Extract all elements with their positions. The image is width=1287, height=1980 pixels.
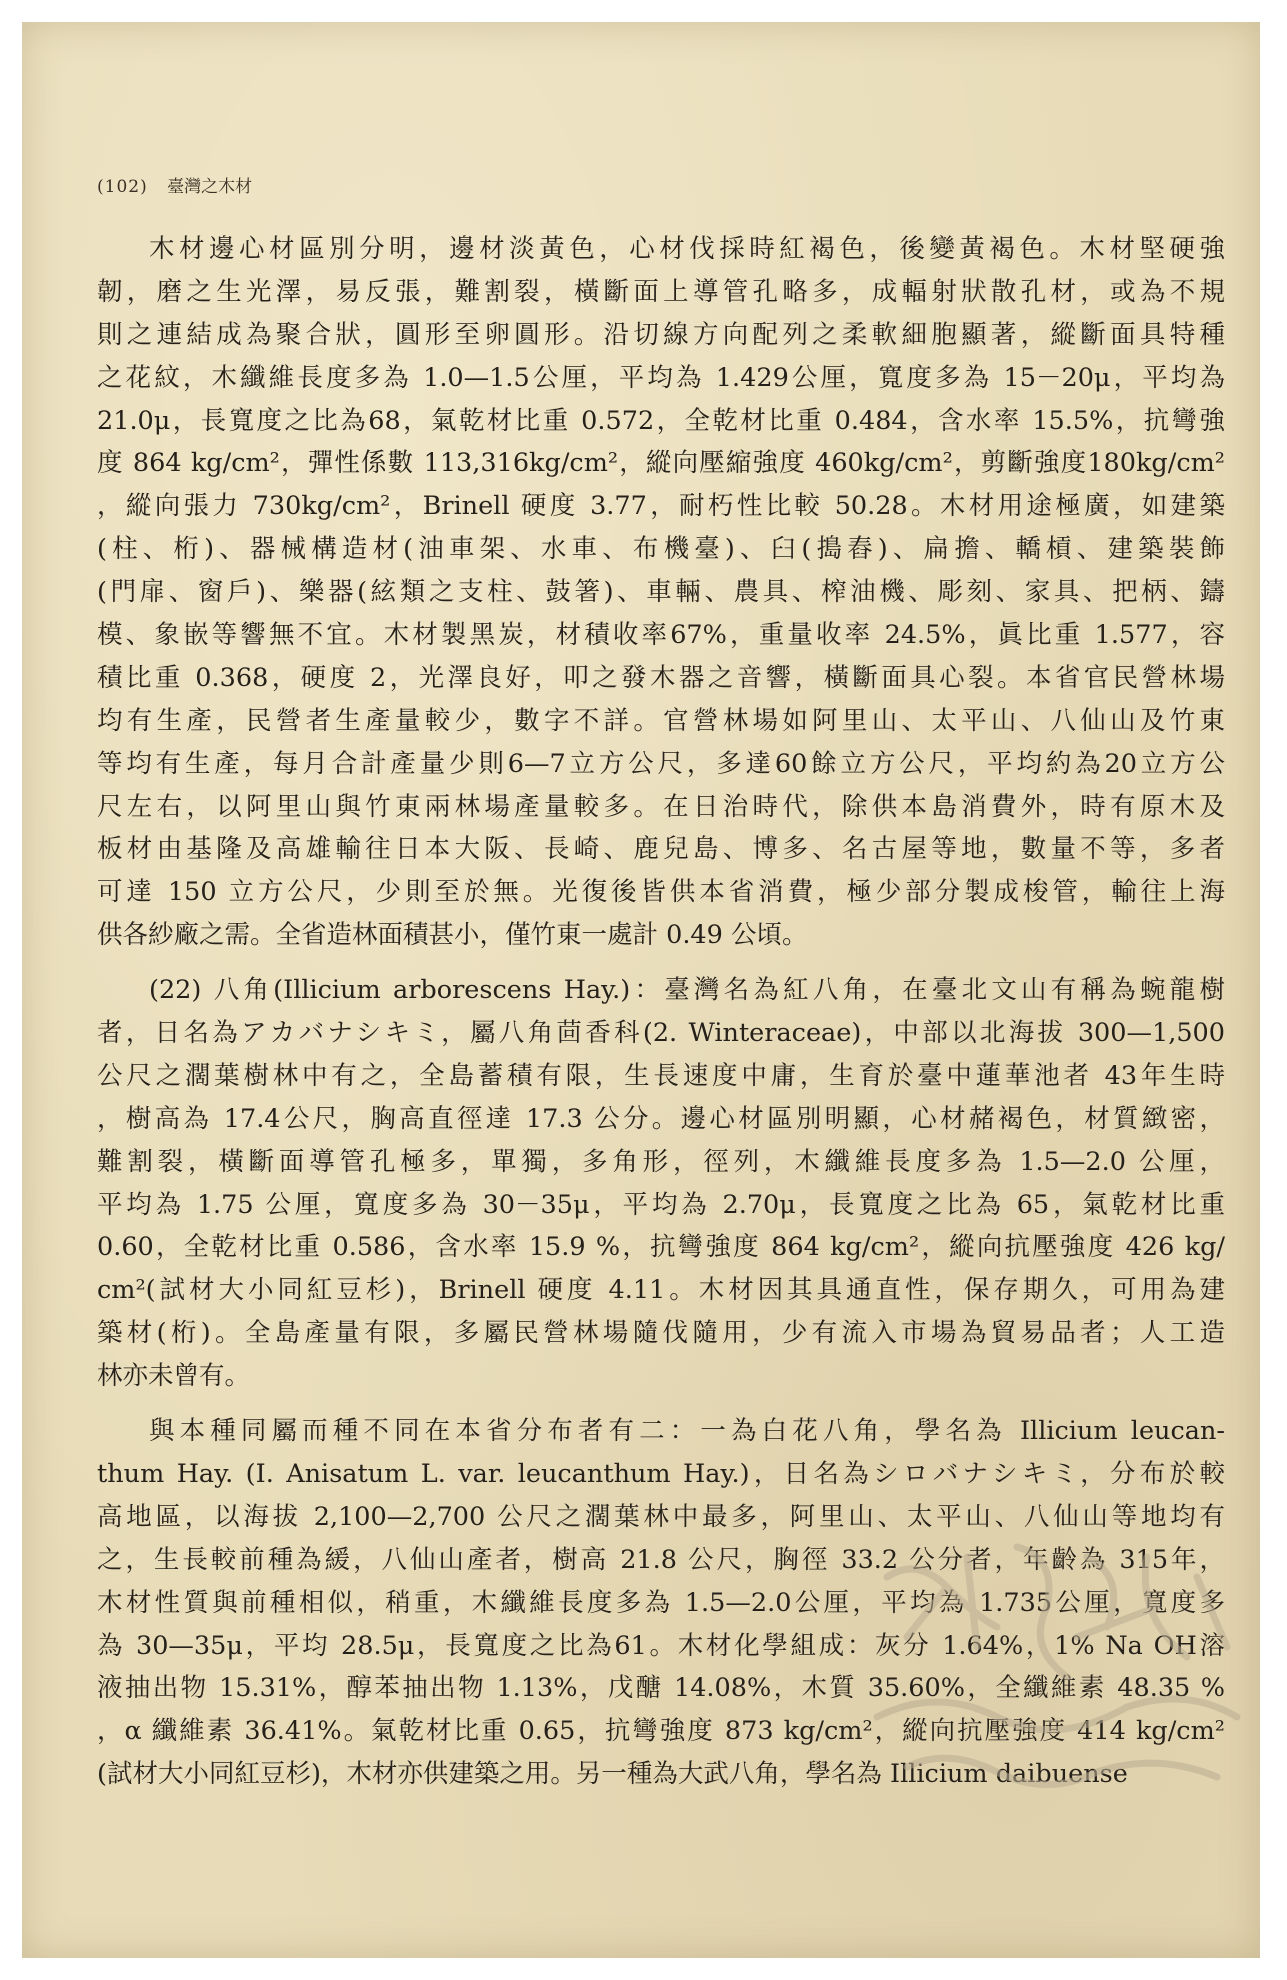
text-line: 可達 150 立方公尺，少則至於無。光復後皆供本省消費，極少部分製成梭管，輸往上海: [97, 877, 1225, 908]
text-line: ，α 纖維素 36.41%。氣乾材比重 0.65，抗彎強度 873 kg/cm²，縱向抗壓強度 414 kg/cm²: [97, 1716, 1225, 1747]
text-line: 均有生產，民營者生產量較少，數字不詳。官營林場如阿里山、太平山、八仙山及竹東: [97, 705, 1225, 736]
page-number: (102): [97, 177, 148, 197]
text-line: 公尺之濶葉樹林中有之，全島蓄積有限，生長速度中庸，生育於臺中蓮華池者 43年生時: [97, 1060, 1225, 1091]
text-line: 模、象嵌等響無不宜。木材製黑炭，材積收率67%，重量收率 24.5%，眞比重 1.577，容: [97, 620, 1225, 651]
running-title: 臺灣之木材: [167, 177, 253, 197]
text-line: 之花紋，木纖維長度多為 1.0—1.5公厘，平均為 1.429公厘，寬度多為 15－20μ，平均為: [97, 362, 1225, 393]
text-line: 木材性質與前種相似，稍重，木纖維長度多為 1.5—2.0公厘，平均為 1.735公厘，寬度多: [97, 1587, 1225, 1618]
scanned-page: [22, 22, 1260, 1958]
paragraph-gap: [97, 957, 1225, 969]
text-line: 21.0μ，長寬度之比為68，氣乾材比重 0.572，全乾材比重 0.484，含水率 15.5%，抗彎強: [97, 405, 1225, 436]
text-line: ，樹高為 17.4公尺，胸高直徑達 17.3 公分。邊心材區別明顯，心材赭褐色，材質緻密，: [97, 1103, 1225, 1134]
text-line: 板材由基隆及高雄輸往日本大阪、長崎、鹿兒島、博多、名古屋等地，數量不等，多者: [97, 834, 1225, 865]
text-line: 難割裂，橫斷面導管孔極多，單獨，多角形，徑列，木纖維長度多為 1.5—2.0 公厘，: [97, 1146, 1225, 1177]
text-line: 林亦未曾有。: [97, 1361, 251, 1392]
text-line: ，縱向張力 730kg/cm²，Brinell 硬度 3.77，耐朽性比較 50.28。木材用途極廣，如建築: [97, 491, 1225, 522]
text-line: 積比重 0.368，硬度 2，光澤良好，叩之發木器之音響，橫斷面具心裂。本省官民營林場: [97, 662, 1225, 693]
text-line: 木材邊心材區別分明，邊材淡黃色，心材伐採時紅褐色，後變黃褐色。木材堅硬強: [149, 234, 1225, 264]
text-line: 平均為 1.75 公厘，寬度多為 30－35μ，平均為 2.70μ，長寬度之比為 65，氣乾材比重: [97, 1189, 1225, 1220]
text-line: 築材(桁)。全島產量有限，多屬民營林場隨伐隨用，少有流入市場為貿易品者；人工造: [97, 1318, 1225, 1349]
text-line: 則之連結成為聚合狀，圓形至卵圓形。沿切線方向配列之柔軟細胞顯著，縱斷面具特種: [97, 319, 1225, 350]
body-text: [97, 228, 1225, 1796]
text-line: (22) 八角(Illicium arborescens Hay.)：臺灣名為紅八角，在臺北文山有稱為蜿龍樹: [149, 975, 1225, 1006]
text-line: thum Hay. (I. Anisatum L. var. leucanthum Hay.)，日名為シロバナシキミ，分布於較: [97, 1458, 1225, 1489]
text-line: (柱、桁)、器械構造材(油車架、水車、布機臺)、臼(搗舂)、扁擔、轎槓、建築裝飾: [97, 534, 1225, 565]
text-line: 與本種同屬而種不同在本省分布者有二：一為白花八角，學名為 Illicium leucan-: [149, 1416, 1225, 1447]
text-line: (試材大小同紅豆杉)，木材亦供建築之用。另一種為大武八角，學名為 Illicium daibuense: [97, 1759, 1128, 1790]
paragraph-gap: [97, 1398, 1225, 1410]
text-line: 度 864 kg/cm²，彈性係數 113,316kg/cm²，縱向壓縮強度 460kg/cm²，剪斷強度180kg/cm²: [97, 448, 1225, 479]
text-line: 等均有生產，每月合計產量少則6—7立方公尺，多達60餘立方公尺，平均約為20立方公: [97, 748, 1225, 779]
text-line: 液抽出物 15.31%，醇苯抽出物 1.13%，戊醣 14.08%，木質 35.60%，全纖維素 48.35 %: [97, 1673, 1225, 1704]
text-line: 之，生長較前種為緩，八仙山產者，樹高 21.8 公尺，胸徑 33.2 公分者，年齡為 315年，: [97, 1544, 1225, 1575]
text-line: 0.60，全乾材比重 0.586，含水率 15.9 %，抗彎強度 864 kg/cm²，縱向抗壓強度 426 kg/: [97, 1232, 1225, 1263]
text-line: 高地區，以海拔 2,100—2,700 公尺之濶葉林中最多，阿里山、太平山、八仙山等地均有: [97, 1501, 1225, 1532]
page-header: [97, 172, 252, 197]
text-line: 韌，磨之生光澤，易反張，難割裂，橫斷面上導管孔略多，成輻射狀散孔材，或為不規: [97, 276, 1225, 307]
text-line: 為 30—35μ，平均 28.5μ，長寬度之比為61。木材化學組成：灰分 1.64%，1% Na OH溶: [97, 1630, 1225, 1661]
text-line: 供各紗廠之需。全省造林面積甚小，僅竹東一處計 0.49 公頃。: [97, 920, 808, 951]
text-line: (門扉、窗戶)、樂器(絃類之支柱、鼓箸)、車輛、農具、榨油機、彫刻、家具、把柄、鑄: [97, 577, 1225, 608]
text-line: 者，日名為アカバナシキミ，屬八角茴香科(2. Winteraceae)，中部以北海拔 300—1,500: [97, 1018, 1225, 1049]
text-line: 尺左右，以阿里山與竹東兩林場產量較多。在日治時代，除供本島消費外，時有原木及: [97, 791, 1225, 822]
text-line: cm²(試材大小同紅豆杉)，Brinell 硬度 4.11。木材因其具通直性，保存期久，可用為建: [97, 1275, 1225, 1306]
